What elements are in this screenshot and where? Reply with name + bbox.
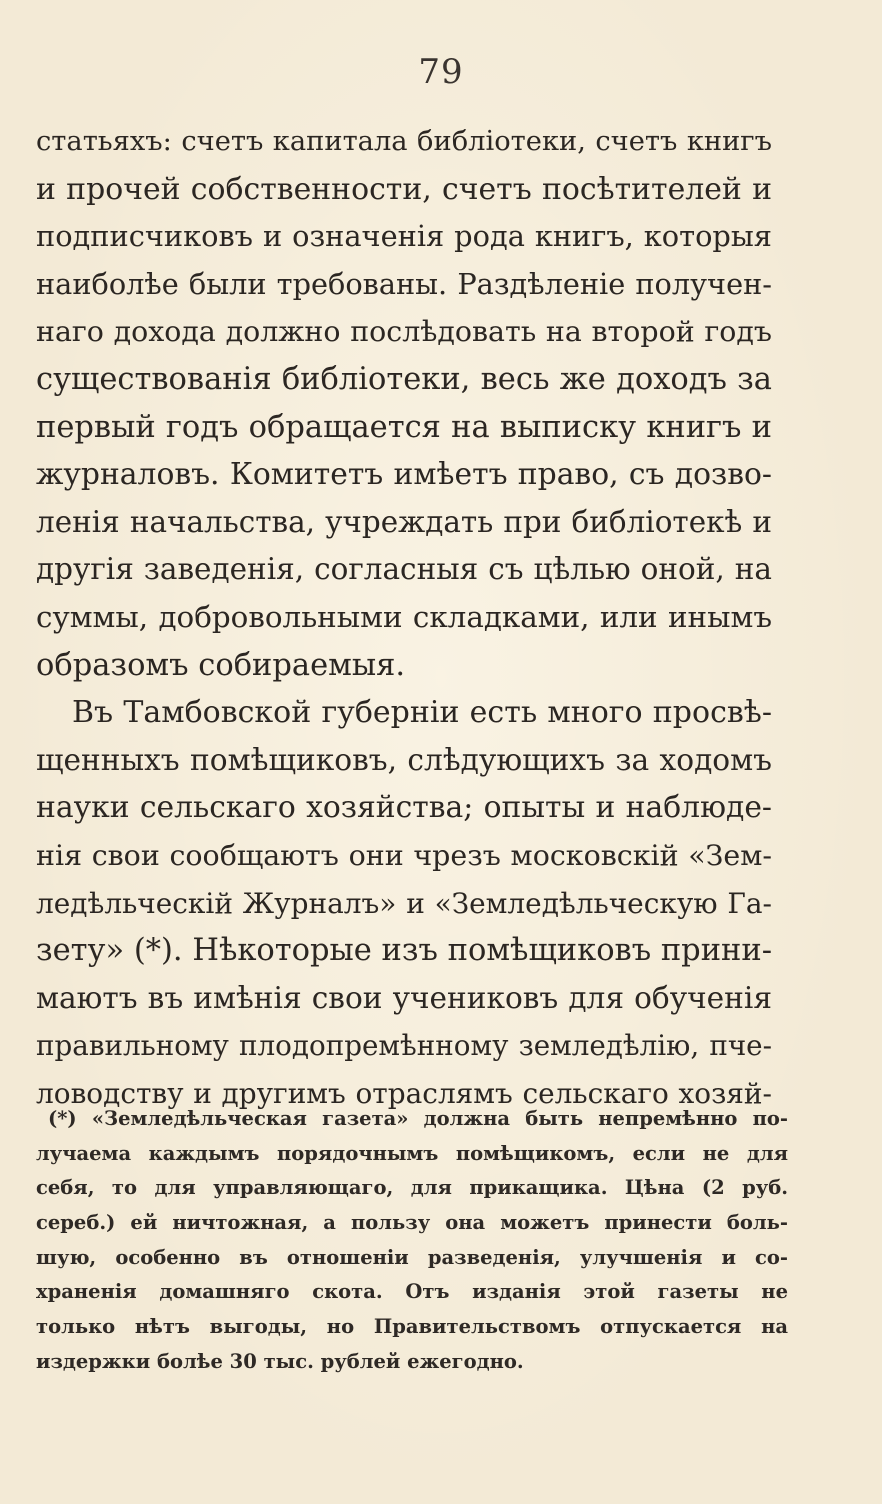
text-line: щенныхъ помѣщиковъ, слѣдующихъ за ходомъ: [36, 742, 772, 777]
text-line: наго дохода должно послѣдовать на второй годъ: [36, 315, 772, 349]
text-line: первый годъ обращается на выписку книгъ и: [36, 409, 772, 445]
text-line: другія заведенія, согласныя съ цѣлью оной, на: [36, 552, 772, 587]
text-line: маютъ въ имѣнія свои учениковъ для обученія: [36, 980, 772, 1015]
text-line: и прочей собственности, счетъ посѣтителей и: [36, 171, 772, 207]
footnote-line: лучаема каждымъ порядочнымъ помѣщикомъ, если не для: [36, 1141, 788, 1165]
text-line: ленія начальства, учреждать при библіотекѣ и: [36, 504, 772, 539]
text-line: суммы, добровольными складками, или инымъ: [36, 599, 772, 634]
text-line: журналовъ. Комитетъ имѣетъ право, съ дозво-: [36, 457, 772, 493]
page-number: 79: [418, 52, 464, 92]
text-line: существованія библіотеки, весь же доходъ за: [36, 361, 772, 397]
footnote-line: только нѣтъ выгоды, но Правительствомъ отпускается на: [36, 1315, 788, 1339]
text-line: образомъ собираемыя.: [36, 647, 406, 683]
footnote-line: шую, особенно въ отношеніи разведенія, улучшенія и со-: [36, 1245, 788, 1269]
text-line: ледѣльческій Журналъ» и «Земледѣльческую Га-: [36, 886, 772, 920]
text-line: правильному плодопремѣнному земледѣлію, пче-: [36, 1029, 772, 1063]
text-line: ловодству и другимъ отраслямъ сельскаго хозяй-: [36, 1076, 772, 1110]
footnote-line: издержки болѣе 30 тыс. рублей ежегодно.: [36, 1349, 524, 1373]
text-line: нія свои сообщаютъ они чрезъ московскій «Зем-: [36, 838, 772, 872]
footnote: [36, 1102, 788, 1380]
footnote-line: (*) «Земледѣльческая газета» должна быть непремѣнно по-: [48, 1107, 788, 1130]
body-text: [36, 118, 772, 1117]
text-line: подписчиковъ и означенія рода книгъ, которыя: [36, 219, 772, 254]
text-line: науки сельскаго хозяйства; опыты и наблюде-: [36, 790, 772, 826]
footnote-line: сереб.) ей ничтожная, а пользу она можетъ принести боль-: [36, 1211, 788, 1235]
text-line: зету» (*). Нѣкоторые изъ помѣщиковъ прини-: [36, 933, 772, 969]
text-line: наиболѣе были требованы. Раздѣленіе получен-: [36, 266, 772, 301]
text-line: статьяхъ: счетъ капитала библіотеки, счетъ книгъ: [36, 126, 772, 157]
footnote-line: себя, то для управляющаго, для прикащика. Цѣна (2 руб.: [36, 1176, 788, 1200]
footnote-line: храненія домашняго скота. Отъ изданія этой газеты не: [36, 1280, 788, 1304]
paragraph-start-line: Въ Тамбовской губерніи есть много просвѣ-: [72, 695, 772, 731]
